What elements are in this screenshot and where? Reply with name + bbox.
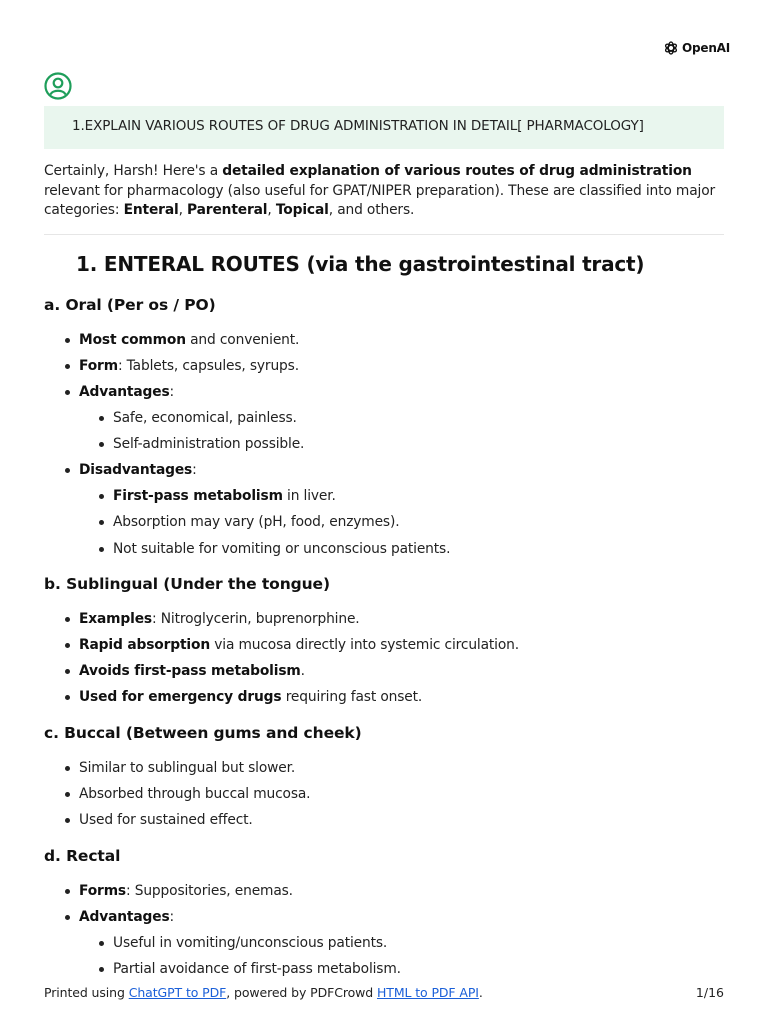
brand-name: OpenAI — [682, 41, 731, 55]
footer-text: Printed using — [44, 985, 129, 1000]
intro-bold-enteral: Enteral — [123, 202, 179, 218]
list-item: Examples: Nitroglycerin, buprenorphine. — [79, 611, 360, 627]
user-prompt-text: 1.EXPLAIN VARIOUS ROUTES OF DRUG ADMINISTRATION IN DETAIL[ PHARMACOLOGY] — [72, 118, 644, 134]
subheading-sublingual: b. Sublingual (Under the tongue) — [44, 575, 330, 593]
page-number: 1/16 — [695, 985, 724, 1000]
list-item: Safe, economical, painless. — [113, 410, 297, 426]
intro-bold-topical: Topical — [275, 202, 329, 218]
intro-paragraph — [44, 162, 728, 221]
section-heading: 1. ENTERAL ROUTES (via the gastrointestinal tract) — [76, 252, 645, 276]
list-item: Advantages: — [79, 384, 175, 400]
subheading-oral: a. Oral (Per os / PO) — [44, 296, 216, 314]
list-item: Advantages: — [79, 909, 175, 925]
list-item: Useful in vomiting/unconscious patients. — [113, 935, 388, 951]
list-item: Used for sustained effect. — [79, 812, 253, 828]
list-item: Avoids first-pass metabolism. — [79, 663, 305, 679]
list-item: Rapid absorption via mucosa directly into systemic circulation. — [79, 637, 519, 653]
list-item: Similar to sublingual but slower. — [79, 760, 296, 776]
chatgpt-to-pdf-link[interactable]: ChatGPT to PDF — [128, 985, 227, 1000]
user-prompt — [44, 106, 724, 149]
footer-text: . — [478, 985, 483, 1000]
divider — [44, 234, 724, 235]
subheading-rectal: d. Rectal — [44, 847, 121, 865]
list-item: Self-administration possible. — [113, 436, 305, 452]
list-item: Most common and convenient. — [79, 332, 300, 348]
openai-brand — [663, 40, 730, 56]
subheading-buccal: c. Buccal (Between gums and cheek) — [44, 724, 362, 742]
list-item: First-pass metabolism in liver. — [113, 488, 336, 504]
intro-bold: detailed explanation of various routes of drug administration — [222, 163, 692, 179]
intro-text: , — [267, 202, 276, 218]
intro-text: , and others. — [328, 202, 415, 218]
user-avatar-icon — [44, 72, 72, 100]
intro-text: , — [178, 202, 188, 218]
footer — [44, 985, 483, 1000]
list-item: Forms: Suppositories, enemas. — [79, 883, 293, 899]
intro-text: Certainly, Harsh! Here's a — [44, 163, 223, 179]
list-item: Used for emergency drugs requiring fast onset. — [79, 689, 423, 705]
list-item: Form: Tablets, capsules, syrups. — [79, 358, 299, 374]
footer-text: , powered by PDFCrowd — [226, 985, 377, 1000]
list-item: Disadvantages: — [79, 462, 197, 478]
list-item: Absorbed through buccal mucosa. — [79, 786, 311, 802]
openai-logo-icon — [663, 40, 679, 56]
intro-bold-parenteral: Parenteral — [187, 202, 268, 218]
html-to-pdf-api-link[interactable]: HTML to PDF API — [376, 985, 479, 1000]
intro-text: relevant for pharmacology (also useful for GPAT/NIPER preparation). These are classified into major categories: — [44, 182, 716, 218]
list-item: Not suitable for vomiting or unconscious patients. — [113, 541, 451, 557]
list-item: Absorption may vary (pH, food, enzymes). — [113, 514, 400, 530]
list-item: Partial avoidance of first-pass metabolism. — [113, 961, 401, 977]
